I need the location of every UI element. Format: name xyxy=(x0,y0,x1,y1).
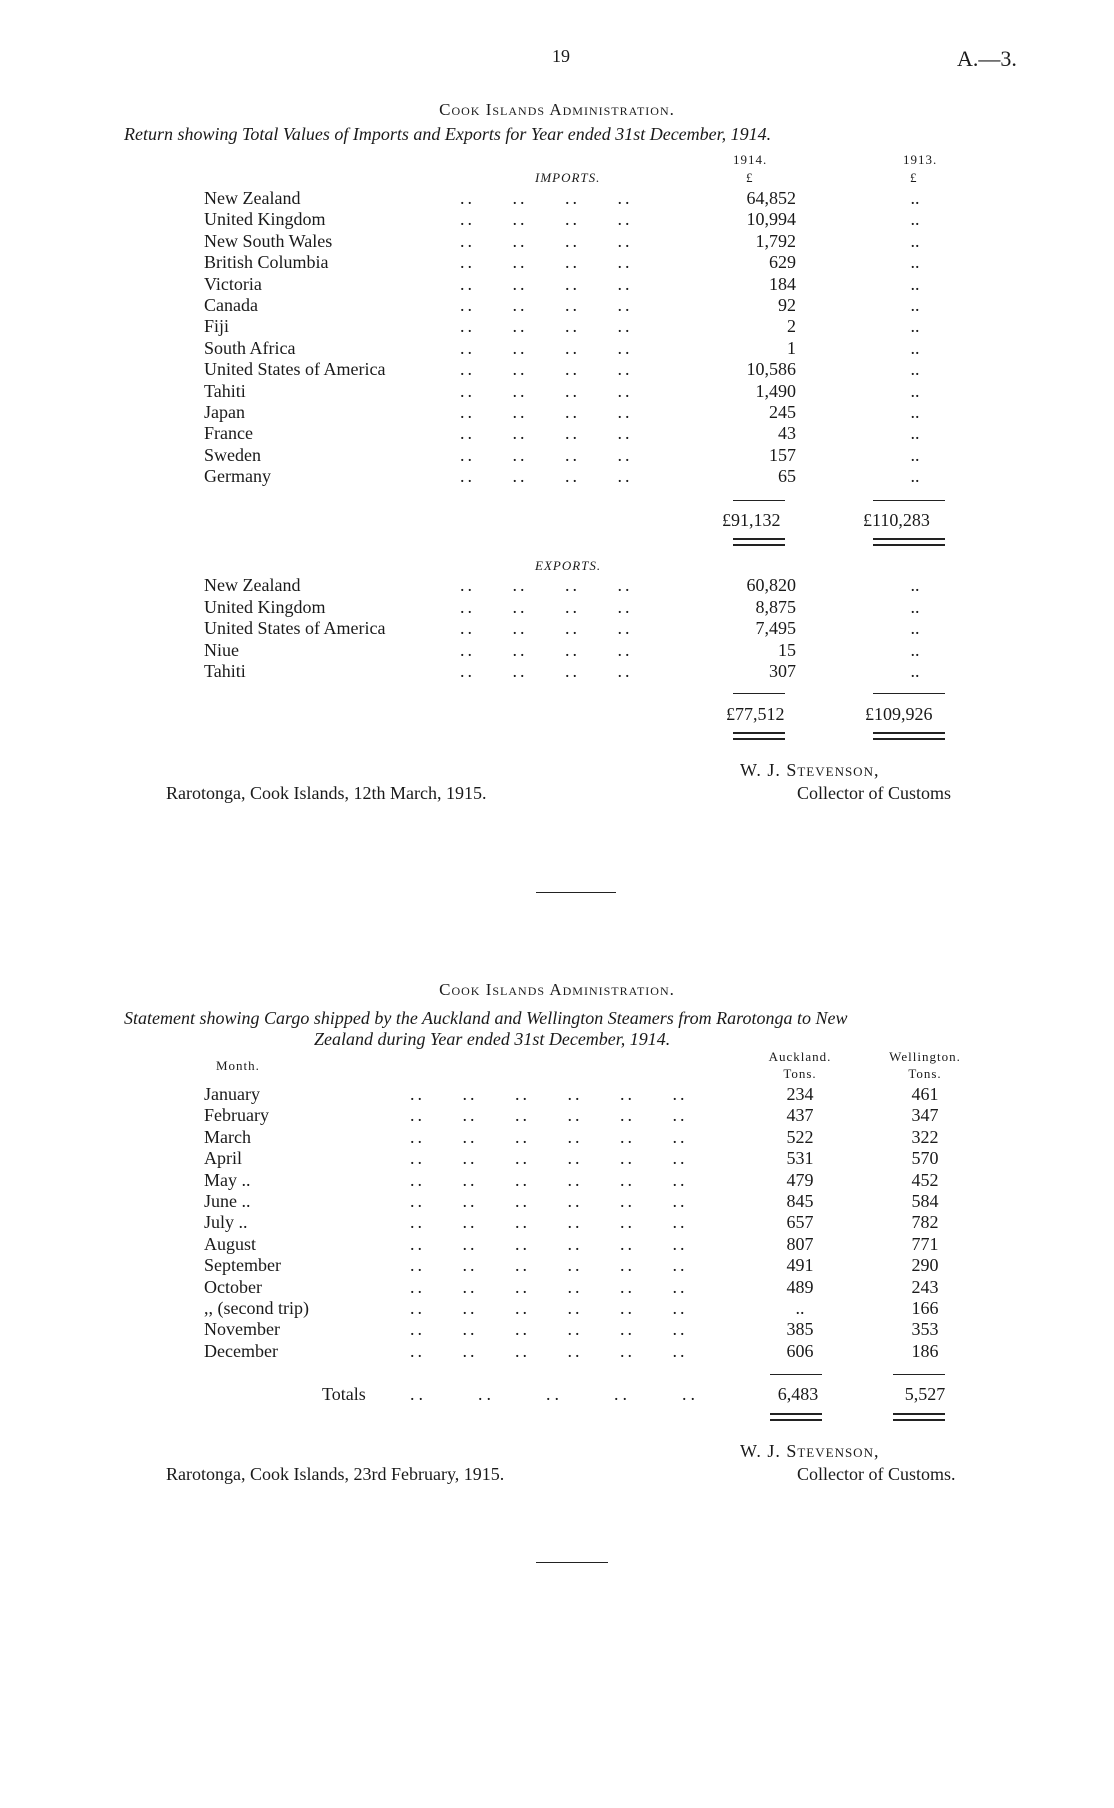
value-1914: 60,820 xyxy=(746,575,796,595)
table-row xyxy=(0,1127,1114,1149)
value-1914: 7,495 xyxy=(755,618,796,639)
wellington-tons: 243 xyxy=(911,1276,939,1297)
wellington-tons: 782 xyxy=(911,1212,939,1233)
auckland-tons: 606 xyxy=(786,1340,814,1361)
wellington-tons: 353 xyxy=(911,1319,939,1340)
leader-dots: .. .. .. .. xyxy=(460,380,633,401)
country-label: Tahiti xyxy=(204,661,246,682)
value-1914: 629 xyxy=(769,252,796,273)
value-1914: 10,586 xyxy=(746,359,796,380)
auckland-tons: 807 xyxy=(786,1233,814,1254)
exports-total-1913: £109,926 xyxy=(865,704,933,724)
table-row xyxy=(0,445,1114,467)
section1-subtitle: Return showing Total Values of Imports and Exports for Year ended 31st December, 1914. xyxy=(124,124,772,144)
col-month-header: Month. xyxy=(216,1058,260,1073)
table-row xyxy=(0,1148,1114,1170)
value-1914: 10,994 xyxy=(746,209,796,230)
auckland-tons: 385 xyxy=(786,1319,814,1340)
exports-1913-double-rule xyxy=(873,732,945,740)
auckland-tons: 845 xyxy=(786,1191,814,1211)
country-label: Victoria xyxy=(204,273,262,294)
auckland-tons: .. xyxy=(795,1298,805,1318)
col-wellington-header: Wellington. xyxy=(889,1049,961,1064)
table-row xyxy=(0,640,1114,662)
table-row xyxy=(0,1105,1114,1127)
section-divider xyxy=(536,892,616,893)
table-row xyxy=(0,1341,1114,1363)
value-1913: .. xyxy=(910,402,920,422)
value-1913: .. xyxy=(910,661,920,682)
page-number: 19 xyxy=(552,46,570,66)
leader-dots: .. .. .. .. .. .. xyxy=(410,1276,688,1297)
wellington-tons: 186 xyxy=(911,1340,939,1361)
auckland-double-rule xyxy=(770,1413,822,1421)
table-row xyxy=(0,1191,1114,1213)
total-auckland: 6,483 xyxy=(777,1384,819,1404)
wellington-tons: 452 xyxy=(911,1169,939,1190)
country-label: Canada xyxy=(204,295,258,315)
leader-dots: .. .. .. .. xyxy=(460,359,633,380)
country-label: New Zealand xyxy=(204,188,301,208)
value-1913: .. xyxy=(910,230,920,251)
table-row xyxy=(0,274,1114,296)
leader-dots: .. .. .. .. xyxy=(460,316,633,337)
table-row xyxy=(0,575,1114,597)
document-reference: A.—3. xyxy=(957,46,1017,71)
value-1913: .. xyxy=(910,295,920,315)
wellington-tons: 570 xyxy=(911,1148,939,1169)
wellington-tons: 771 xyxy=(911,1233,939,1254)
exports-heading: EXPORTS. xyxy=(535,558,602,573)
leader-dots: .. .. .. .. .. .. xyxy=(410,1212,688,1233)
value-1914: 1,490 xyxy=(755,380,796,401)
table-row xyxy=(0,209,1114,231)
table-row xyxy=(0,316,1114,338)
month-label: October xyxy=(204,1276,262,1297)
col-wellington-unit: Tons. xyxy=(908,1066,942,1081)
cargo-totals-row xyxy=(0,1384,1114,1406)
value-1913: .. xyxy=(910,209,920,230)
table-row xyxy=(0,1084,1114,1106)
leader-dots: .. .. .. .. xyxy=(460,209,633,230)
table-row xyxy=(0,295,1114,317)
totals-leader-dots: .. .. .. .. .. xyxy=(410,1384,699,1404)
value-1913: .. xyxy=(910,273,920,294)
leader-dots: .. .. .. .. .. .. xyxy=(410,1340,688,1361)
section1-admin-title: Cook Islands Administration. xyxy=(439,100,675,119)
imports-heading: IMPORTS. xyxy=(535,170,601,185)
country-label: United Kingdom xyxy=(204,209,326,230)
imports-1913-rule xyxy=(873,500,945,501)
table-row xyxy=(0,381,1114,403)
country-label: New Zealand xyxy=(204,575,301,595)
leader-dots: .. .. .. .. xyxy=(460,618,633,639)
exports-1913-rule xyxy=(873,693,945,694)
country-label: United States of America xyxy=(204,618,386,639)
auckland-tons: 491 xyxy=(786,1255,814,1276)
section2-subtitle-line1: Statement showing Cargo shipped by the Auckland and Wellington Steamers from Rarotonga to New xyxy=(124,1008,848,1028)
auckland-total-rule xyxy=(770,1374,822,1375)
currency-1914: £ xyxy=(746,170,754,185)
col-auckland-header: Auckland. xyxy=(768,1049,832,1064)
imports-total-1914: £91,132 xyxy=(722,510,781,530)
wellington-tons: 322 xyxy=(911,1126,939,1147)
leader-dots: .. .. .. .. .. .. xyxy=(410,1126,688,1147)
wellington-double-rule xyxy=(893,1413,945,1421)
table-row xyxy=(0,661,1114,683)
exports-1914-double-rule xyxy=(733,732,785,740)
leader-dots: .. .. .. .. xyxy=(460,295,633,315)
wellington-total-rule xyxy=(893,1374,945,1375)
month-label: November xyxy=(204,1319,280,1340)
country-label: Japan xyxy=(204,402,245,422)
col-1914-header: 1914. xyxy=(733,152,768,167)
leader-dots: .. .. .. .. .. .. xyxy=(410,1084,688,1104)
leader-dots: .. .. .. .. .. .. xyxy=(410,1255,688,1276)
value-1914: 184 xyxy=(769,273,796,294)
bottom-divider xyxy=(536,1562,608,1563)
country-label: New South Wales xyxy=(204,230,333,251)
leader-dots: .. .. .. .. xyxy=(460,402,633,422)
country-label: Germany xyxy=(204,466,271,487)
total-wellington: 5,527 xyxy=(904,1384,946,1404)
exports-total-1914: £77,512 xyxy=(726,704,785,724)
wellington-tons: 166 xyxy=(911,1298,939,1318)
leader-dots: .. .. .. .. .. .. xyxy=(410,1191,688,1211)
table-row xyxy=(0,1212,1114,1234)
section1-signatory-title: Collector of Customs xyxy=(797,783,951,803)
value-1913: .. xyxy=(910,423,920,444)
country-label: Sweden xyxy=(204,444,261,465)
table-row xyxy=(0,231,1114,253)
imports-1914-double-rule xyxy=(733,538,785,546)
leader-dots: .. .. .. .. .. .. xyxy=(410,1298,688,1318)
value-1913: .. xyxy=(910,596,920,617)
leader-dots: .. .. .. .. .. .. xyxy=(410,1233,688,1254)
leader-dots: .. .. .. .. .. .. xyxy=(410,1105,688,1126)
leader-dots: .. .. .. .. xyxy=(460,273,633,294)
exports-1914-rule xyxy=(733,693,785,694)
table-row xyxy=(0,618,1114,640)
country-label: Niue xyxy=(204,639,239,660)
leader-dots: .. .. .. .. xyxy=(460,188,633,208)
value-1914: 43 xyxy=(778,423,796,444)
value-1914: 245 xyxy=(769,402,796,422)
value-1913: .. xyxy=(910,380,920,401)
wellington-tons: 290 xyxy=(911,1255,939,1276)
imports-1913-double-rule xyxy=(873,538,945,546)
leader-dots: .. .. .. .. xyxy=(460,423,633,444)
country-label: United States of America xyxy=(204,359,386,380)
auckland-tons: 489 xyxy=(786,1276,814,1297)
month-label: December xyxy=(204,1340,278,1361)
month-label: August xyxy=(204,1233,257,1254)
leader-dots: .. .. .. .. xyxy=(460,575,633,595)
auckland-tons: 522 xyxy=(786,1126,814,1147)
value-1914: 1,792 xyxy=(755,230,796,251)
month-label: May .. xyxy=(204,1169,251,1190)
value-1914: 1 xyxy=(787,337,796,358)
month-label: July .. xyxy=(204,1212,248,1233)
imports-1914-rule xyxy=(733,500,785,501)
auckland-tons: 234 xyxy=(786,1084,814,1104)
value-1913: .. xyxy=(910,316,920,337)
value-1913: .. xyxy=(910,618,920,639)
value-1913: .. xyxy=(910,252,920,273)
leader-dots: .. .. .. .. xyxy=(460,596,633,617)
country-label: British Columbia xyxy=(204,252,329,273)
month-label: ,, (second trip) xyxy=(204,1298,309,1318)
leader-dots: .. .. .. .. xyxy=(460,337,633,358)
leader-dots: .. .. .. .. xyxy=(460,466,633,487)
table-row xyxy=(0,338,1114,360)
value-1914: 92 xyxy=(778,295,796,315)
country-label: South Africa xyxy=(204,337,296,358)
value-1913: .. xyxy=(910,188,920,208)
leader-dots: .. .. .. .. xyxy=(460,444,633,465)
section2-place-date: Rarotonga, Cook Islands, 23rd February, 1915. xyxy=(166,1464,505,1484)
month-label: June .. xyxy=(204,1191,251,1211)
col-auckland-unit: Tons. xyxy=(783,1066,817,1081)
table-row xyxy=(0,423,1114,445)
leader-dots: .. .. .. .. .. .. xyxy=(410,1319,688,1340)
table-row xyxy=(0,359,1114,381)
month-label: April xyxy=(204,1148,242,1169)
month-label: March xyxy=(204,1126,251,1147)
value-1914: 15 xyxy=(778,639,796,660)
table-row xyxy=(0,1298,1114,1320)
table-row xyxy=(0,466,1114,488)
leader-dots: .. .. .. .. .. .. xyxy=(410,1148,688,1169)
table-row xyxy=(0,597,1114,619)
value-1913: .. xyxy=(910,466,920,487)
value-1913: .. xyxy=(910,359,920,380)
table-row xyxy=(0,252,1114,274)
section2-signatory-name: W. J. Stevenson, xyxy=(740,1441,880,1461)
auckland-tons: 657 xyxy=(786,1212,814,1233)
auckland-tons: 437 xyxy=(786,1105,814,1126)
month-label: September xyxy=(204,1255,281,1276)
value-1913: .. xyxy=(910,575,920,595)
section2-signatory-title: Collector of Customs. xyxy=(797,1464,956,1484)
country-label: Tahiti xyxy=(204,380,246,401)
value-1913: .. xyxy=(910,337,920,358)
table-row xyxy=(0,1170,1114,1192)
currency-1913: £ xyxy=(910,170,918,185)
value-1914: 64,852 xyxy=(746,188,796,208)
table-row xyxy=(0,1277,1114,1299)
month-label: February xyxy=(204,1105,269,1126)
value-1913: .. xyxy=(910,444,920,465)
section2-subtitle-line2: Zealand during Year ended 31st December, 1914. xyxy=(314,1029,671,1049)
table-row xyxy=(0,1255,1114,1277)
value-1913: .. xyxy=(910,639,920,660)
leader-dots: .. .. .. .. xyxy=(460,252,633,273)
leader-dots: .. .. .. .. xyxy=(460,639,633,660)
wellington-tons: 347 xyxy=(911,1105,939,1126)
value-1914: 307 xyxy=(769,661,796,682)
country-label: United Kingdom xyxy=(204,596,326,617)
leader-dots: .. .. .. .. .. .. xyxy=(410,1169,688,1190)
country-label: France xyxy=(204,423,253,444)
table-row xyxy=(0,402,1114,424)
leader-dots: .. .. .. .. xyxy=(460,230,633,251)
section2-admin-title: Cook Islands Administration. xyxy=(439,980,675,999)
col-1913-header: 1913. xyxy=(903,152,938,167)
totals-label: Totals xyxy=(322,1384,366,1404)
value-1914: 157 xyxy=(769,444,796,465)
section1-signatory-name: W. J. Stevenson, xyxy=(740,760,880,780)
table-row xyxy=(0,1319,1114,1341)
auckland-tons: 531 xyxy=(786,1148,814,1169)
section1-place-date: Rarotonga, Cook Islands, 12th March, 1915. xyxy=(166,783,487,803)
value-1914: 8,875 xyxy=(755,596,796,617)
month-label: January xyxy=(204,1084,260,1104)
wellington-tons: 584 xyxy=(911,1191,939,1211)
leader-dots: .. .. .. .. xyxy=(460,661,633,682)
value-1914: 2 xyxy=(787,316,796,337)
wellington-tons: 461 xyxy=(911,1084,939,1104)
country-label: Fiji xyxy=(204,316,230,337)
table-row xyxy=(0,1234,1114,1256)
value-1914: 65 xyxy=(778,466,796,487)
table-row xyxy=(0,188,1114,210)
imports-total-1913: £110,283 xyxy=(863,510,930,530)
auckland-tons: 479 xyxy=(786,1169,814,1190)
